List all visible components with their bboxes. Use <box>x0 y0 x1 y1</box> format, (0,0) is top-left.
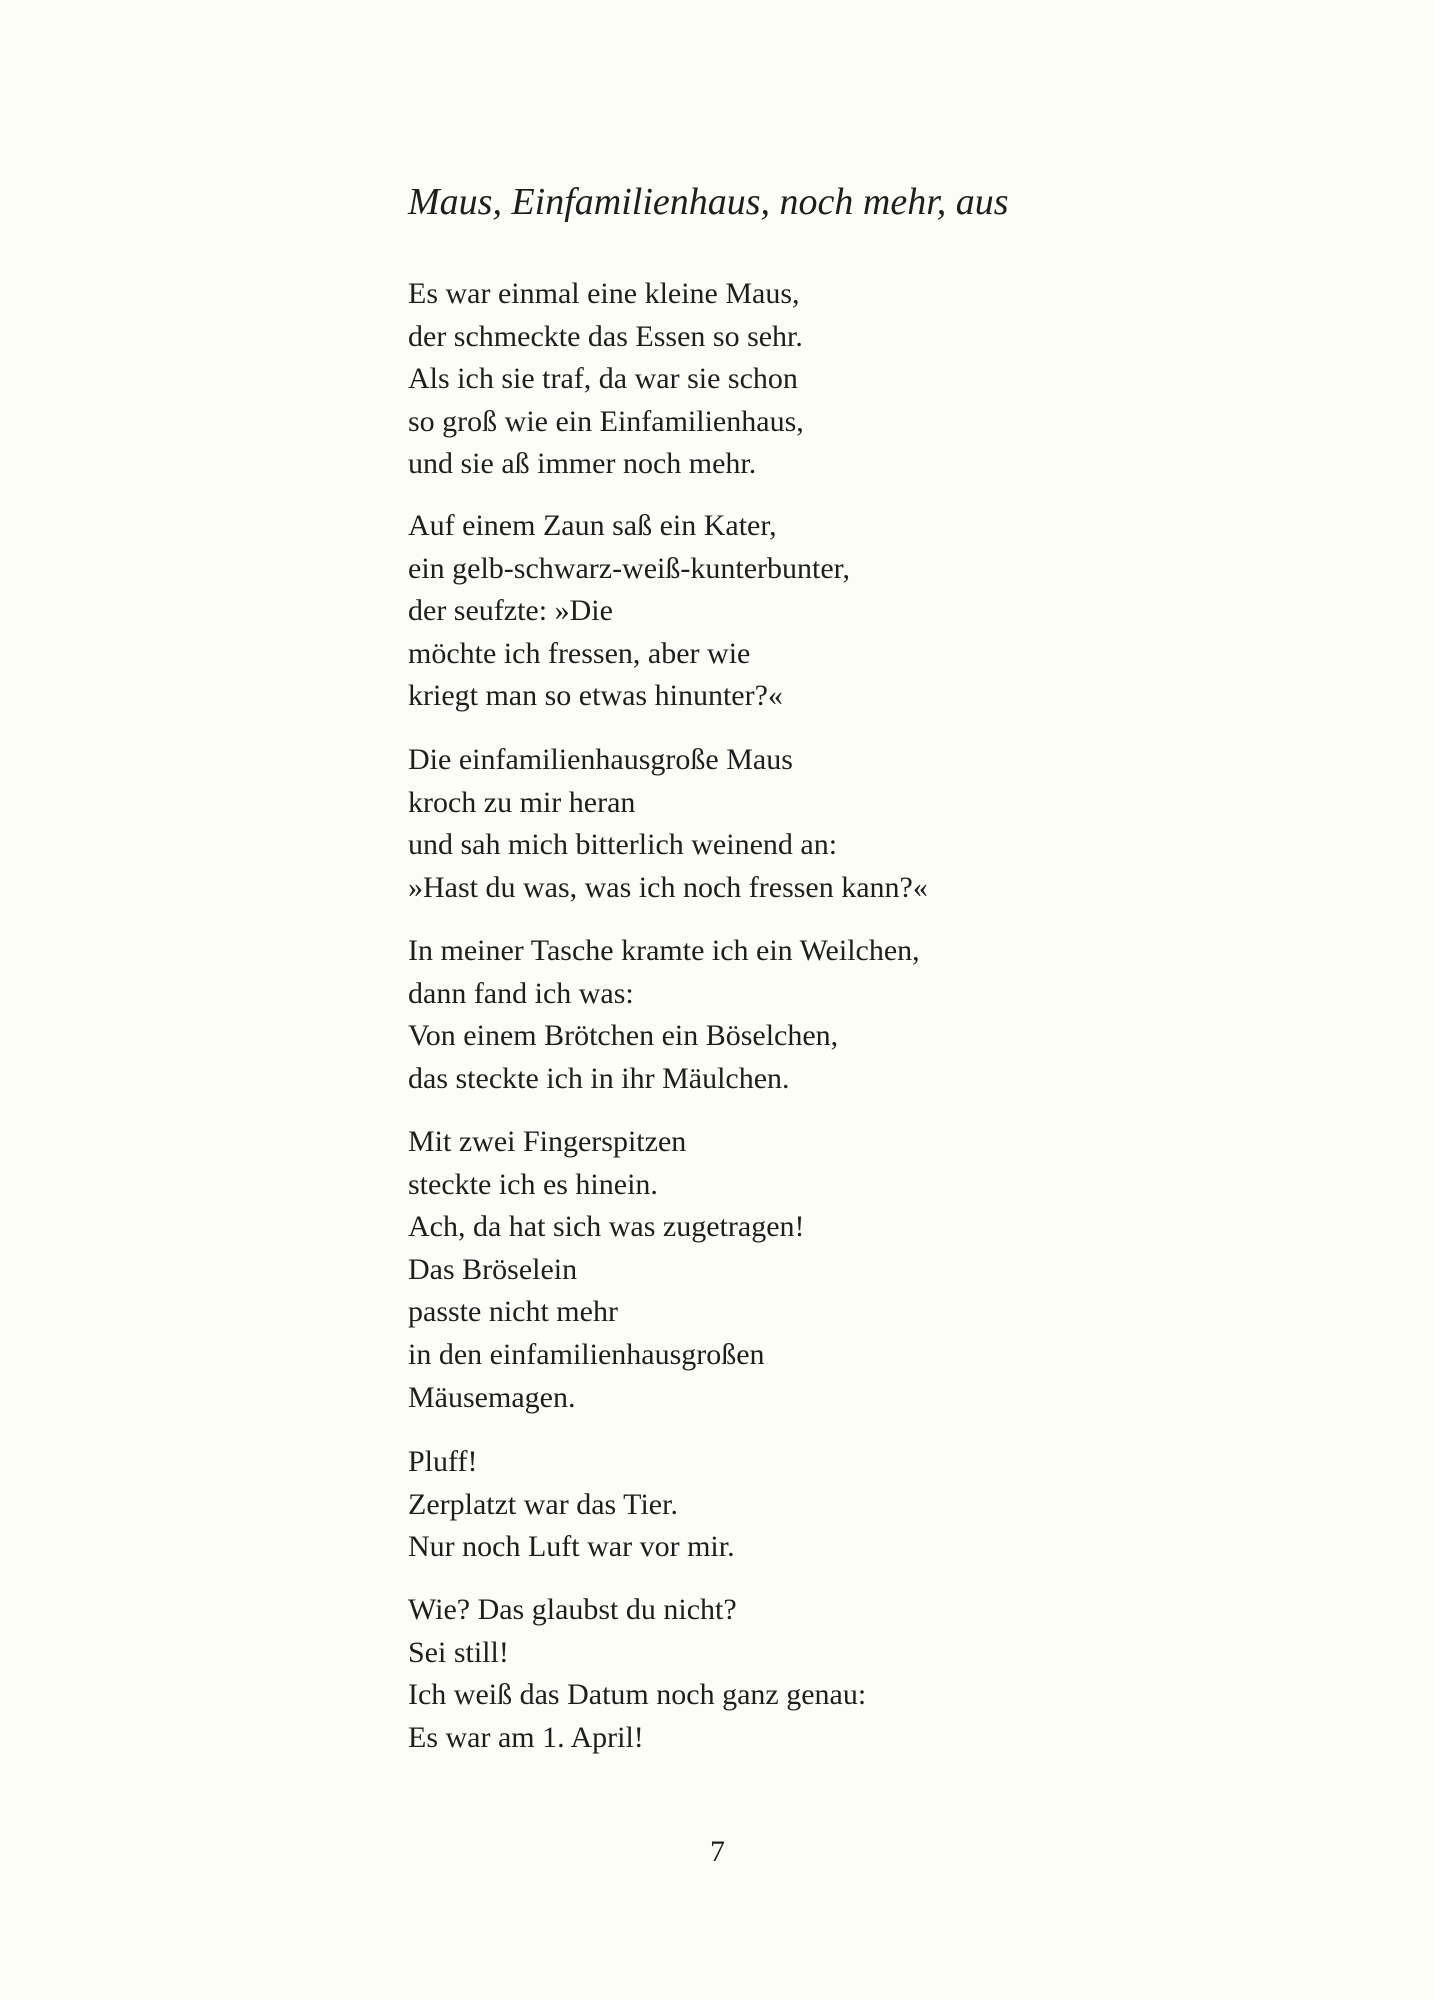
poem-line: steckte ich es hinein. <box>408 1167 658 1201</box>
poem-line: Es war am 1. April! <box>408 1720 644 1754</box>
poem-line: »Hast du was, was ich noch fressen kann?« <box>408 870 928 904</box>
poem-line: und sie aß immer noch mehr. <box>408 447 757 481</box>
poem-line: Ach, da hat sich was zugetragen! <box>408 1210 805 1244</box>
poem-line: Mit zwei Fingerspitzen <box>408 1125 687 1158</box>
poem-line: In meiner Tasche kramte ich ein Weilchen, <box>408 934 920 967</box>
poem-line: kriegt man so etwas hinunter?« <box>408 679 783 713</box>
poem-line: kroch zu mir heran <box>408 785 636 819</box>
poem-line: Es war einmal eine kleine Maus, <box>408 277 800 310</box>
stanza-1 <box>408 273 804 486</box>
poem-line: Pluff! <box>408 1445 478 1478</box>
poem-title: Maus, Einfamilienhaus, noch mehr, aus <box>408 181 1009 223</box>
stanza-2 <box>408 505 850 718</box>
poem-line: das steckte ich in ihr Mäulchen. <box>408 1061 790 1095</box>
stanza-5 <box>408 1121 805 1419</box>
poem-line: Zerplatzt war das Tier. <box>408 1487 678 1521</box>
poem-line: der schmeckte das Essen so sehr. <box>408 319 803 353</box>
poem-line: möchte ich fressen, aber wie <box>408 636 751 670</box>
poem-line: Nur noch Luft war vor mir. <box>408 1530 735 1564</box>
poem-line: dann fand ich was: <box>408 976 634 1010</box>
poem-line: passte nicht mehr <box>408 1295 618 1329</box>
poem-line: ein gelb-schwarz-weiß-kunterbunter, <box>408 551 850 585</box>
poem-line: Ich weiß das Datum noch ganz genau: <box>408 1678 867 1712</box>
page-number: 7 <box>710 1835 725 1868</box>
poem-line: Als ich sie traf, da war sie schon <box>408 362 798 396</box>
poem-line: Sei still! <box>408 1635 509 1669</box>
poem-line: Wie? Das glaubst du nicht? <box>408 1593 737 1626</box>
stanza-6 <box>408 1441 735 1569</box>
poem-line: in den einfamilienhausgroßen <box>408 1337 765 1371</box>
poem-line: und sah mich bitterlich weinend an: <box>408 828 838 862</box>
poem-line: so groß wie ein Einfamilienhaus, <box>408 404 804 438</box>
stanza-4 <box>408 930 920 1100</box>
poem-line: Die einfamilienhausgroße Maus <box>408 743 793 776</box>
poem-line: Das Bröselein <box>408 1252 578 1286</box>
stanza-7 <box>408 1589 866 1759</box>
poem-line: Auf einem Zaun saß ein Kater, <box>408 509 777 542</box>
poem-line: Von einem Brötchen ein Böselchen, <box>408 1019 839 1053</box>
poem-line: der seufzte: »Die <box>408 594 613 628</box>
poem-line: Mäusemagen. <box>408 1380 576 1414</box>
stanza-3 <box>408 739 928 909</box>
